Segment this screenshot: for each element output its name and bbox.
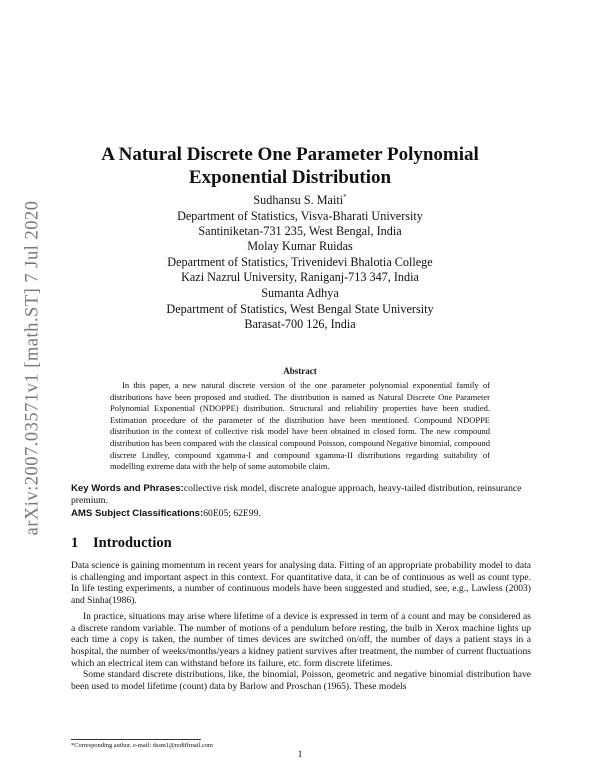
page-number: 1 — [297, 750, 303, 760]
abstract-text: In this paper, a new natural discrete version of the one parameter polynomial exponential family of distributions have been proposed and studied. The distribution is named as Natural Discrete One Parameter Polynomial Exponential (NDOPPE) distribution. Structural and reliability properties have been studied. Estimation procedure of the parameter of the distribution have been mentioned. Compound NDOPPE distribution in the context of collective risk model have been obtained in closed form. The new compound distribution has been compared with the classical compound Poisson, compound Negative binomial, compound discrete Lindley, compound xgamma-I and compound xgamma-II distributions regarding suitability of modelling extreme data with the help of some automobile claim. — [110, 380, 490, 472]
author-block-1 — [100, 193, 500, 240]
section-heading — [71, 535, 172, 552]
author-name: Sumanta Adhya — [261, 286, 339, 300]
author-affiliation: Department of Statistics, Visva-Bharati University — [177, 208, 423, 223]
section-title: Introduction — [93, 535, 172, 551]
arxiv-identifier: arXiv:2007.03571v1 [math.ST] 7 Jul 2020 — [22, 199, 43, 536]
paragraph-1: Data science is gaining momentum in recent years for analysing data. Fitting of an appropriate probability model to data is challenging and important aspect in this context. For quantitative data, it can be of continuous as well as count type. In life testing experiments, a number of continuous models have been suggested and studied, see, e.g., Lawless (2003) and Sinha(1986). — [71, 560, 531, 607]
ams-text: 60E05; 62E99. — [203, 508, 261, 519]
author-block-3 — [100, 286, 500, 333]
keywords-text: collective risk model, discrete analogue approach, heavy-tailed distribution, reinsurance premium. — [71, 483, 522, 507]
footnote: *Corresponding author. e-mail: dssm1@rediffmail.com — [71, 742, 213, 749]
section-body — [71, 560, 531, 693]
author-address: Santiniketan-731 235, West Bengal, India — [198, 224, 402, 238]
author-address: Kazi Nazrul University, Raniganj-713 347, India — [181, 270, 419, 284]
author-name: Molay Kumar Ruidas — [247, 239, 353, 253]
paragraph-2: In practice, situations may arise where lifetime of a device is expressed in term of a count and may be considered as a discrete random variable. The number of motions of a pendulum before resting, the bulb in Xerox machine lights up each time a copy is taken, the number of times devices are switched on/off, the number of days a patient stays in a hospital, the number of weeks/months/years a kidney patient survives after treatment, the number of current fluctuations which an electrical item can withstand before its failure, etc. form discrete lifetimes. — [71, 610, 531, 669]
author-affiliation: Department of Statistics, Trivenidevi Bhalotia College — [167, 254, 433, 269]
author-affiliation: Department of Statistics, West Bengal State University — [166, 301, 434, 316]
ams-classification — [71, 508, 531, 520]
section-number: 1 — [71, 535, 79, 551]
corresponding-mark: * — [343, 192, 347, 201]
author-name: Sudhansu S. Maiti — [253, 193, 344, 207]
abstract-heading: Abstract — [283, 366, 317, 376]
author-block-2 — [100, 239, 500, 286]
keywords-label: Key Words and Phrases: — [71, 483, 184, 494]
ams-label: AMS Subject Classifications: — [71, 508, 204, 519]
paragraph-3: Some standard discrete distributions, like, the binomial, Poisson, geometric and negative binomial distribution have been used to model lifetime (count) data by Barlow and Proschan (1965). These models — [71, 669, 531, 693]
arxiv-sidebar-stamp — [16, 175, 50, 560]
author-address: Barasat-700 126, India — [244, 317, 356, 331]
paper-title: A Natural Discrete One Parameter Polynomial Exponential Distribution — [101, 144, 479, 188]
keywords — [71, 483, 531, 508]
footnote-rule — [71, 739, 201, 740]
